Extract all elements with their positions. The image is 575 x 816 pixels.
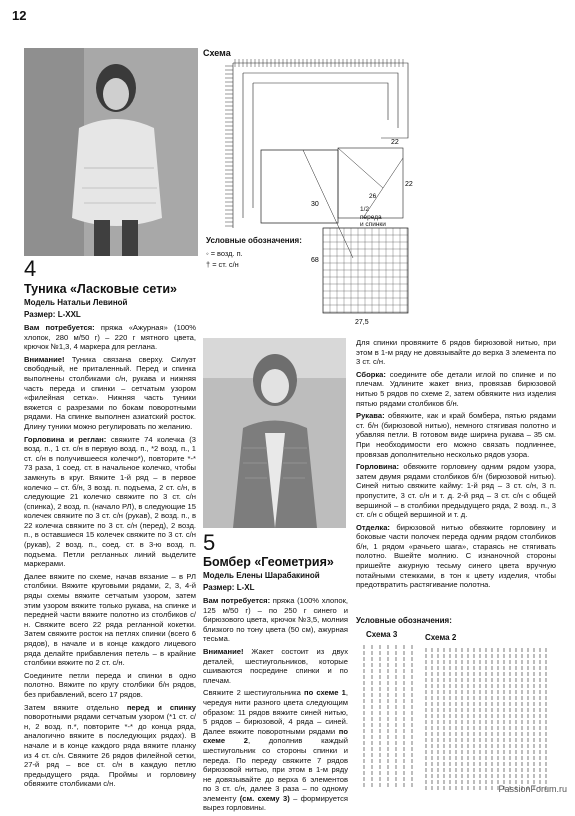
tunic-schema-diagram bbox=[203, 58, 413, 328]
article-2-right-column: Для спинки провяжите 6 рядов бирюзовой нитью, при этом в 1-м ряду не довязывайте до верха 3 элемента по 3 ст. с/н. Сборка: соедините обе детали иглой по спинке и по плечам. Удлините жакет вниз, провязав бирюзовой нитью 5 рядов по схеме 2, затем обвяжите низ изделия пятью рядами столбиков б/н. Рукава: обвяжите, как и край бомбера, пятью рядами ст. б/н (бирюзовой нитью), немного стягивая полотно и убавляя петли. В готовом виде ширина рукава – 35 см. При необходимости его можно связать подлиннее, провязав дополнительно несколько рядов узора. Горловина: обвяжите горловину одним рядом узора, затем двумя рядами столбиков б/н (бирюзовой нитью). Синей нитью свяжите кайму: 1-й ряд – 3 ст. с/н, 3 п. пропустите, 3 ст. с/н и т. д. 2-й ряд – 3 ст. с/н с общей вершиной – в столбики предыдущего ряда, 2 возд. п., 3 ст. с/н с общей вершиной и т. д. Отделка: бирюзовой нитью обвяжите горловину и боковые части полочек переда одним рядом столбиков б/н, 1 рядом «рачьего шага», стараясь не стягивать полотно. Вшейте молнию. С изнаночной стороны пришейте ажурную тесьму синего цвета вручную потайными стежками, в тон к цвету изделия, чтобы предотвратить растягивание полотна. bbox=[356, 338, 556, 590]
article-1-size: Размер: L-XXL bbox=[24, 310, 81, 319]
legend-1 bbox=[206, 236, 356, 269]
schema-label: Схема bbox=[203, 48, 231, 58]
tunic-photo bbox=[24, 48, 198, 256]
article-2-model: Модель Елены Шарабакиной bbox=[203, 571, 320, 580]
article-1-model: Модель Натальи Левиной bbox=[24, 298, 128, 307]
attention-lead: Внимание! bbox=[24, 354, 65, 364]
article-2-size: Размер: L-XL bbox=[203, 583, 255, 592]
scheme-3-diagram bbox=[360, 641, 420, 791]
scheme-3-label: Схема 3 bbox=[366, 630, 398, 639]
legend-1-title: Условные обозначения: bbox=[206, 236, 302, 245]
dim-30: 30 bbox=[311, 201, 319, 208]
dim-27-5: 27,5 bbox=[355, 319, 369, 326]
article-1-body: Вам потребуется: пряжа «Ажурная» (100% хлопок, 280 м/50 г) – 220 г мятного цвета, крючок №1,3, 4 маркера для реглана. Внимание! Туника связана сверху. Силуэт свободный, не приталенный. Перед и спинка выполнены столбиками с/н, рукава и нижняя часть переда и спинки – сетчатым узором «филейная сетка». Нижняя часть туники вяжется с разрезами по бокам поворотными рядами. На спинке выполнен азиатский росток. Длину туники можно регулировать по желанию. Горловина и реглан: свяжите 74 колечка (3 возд. п., 1 ст. с/н в первую возд. п., *2 возд. п., 1 ст. с/н в получившееся колечко*), повторите *-* 73 раза, 1 соед. ст. в начальное колечко, чтобы замкнуть в круг. Вяжите 1-й ряд – в первое колечко – ст. б/н, 3 возд. п. подъема, 2 ст. с/н, в следующие 21 колечко свяжите по 3 ст. с/н (спинка), 2 возд. п. (начало РЛ), в следующие 15 колечек свяжите по 3 ст. с/н (рукав), 2 возд. п., в 22 колечка свяжите по 3 ст. с/н (перед), 2 возд. п., в оставшиеся 15 колечек свяжите по 3 ст. с/н (рукав), 2 возд. п., соед. ст. в 3-ю возд. п. подъема. Петли регланных линий выделите маркерами. Далее вяжите по схеме, начав вязание – в РЛ столбики. Вяжите круговыми рядами, 2, 3, 4-й ряды схемы вяжите сетчатым узором, затем этим узором вяжите только рукава, на спинке и передней части вяжите полотно из столбиков с/н. Свяжите всего 22 ряда регланной кокетки. Затем свяжите росток на петлях спинки (всего 6 рядов), в начале и в конце каждого лицевого ряда делайте прибавления петель – в крайние столбики вяжите по 2 ст. с/н. Соедините петли переда и спинки в одно полотно. Вяжите по кругу столбики б/н рядов, без прибавлений, всего 17 рядов. Затем вяжите отдельно перед и спинку поворотными рядами сетчатым узором (*1 ст. с/н, 2 возд. п.*, повторите *-* до конца ряда, аналогично вяжите в последующих рядах). В начале и в конце каждого ряда вяжите планку из 4 ст. с/н. Свяжите 26 рядов филейной сетки, 27-й ряд – все ст. с/н в каждую петлю предыдущего ряда. Проймы и горловину обвяжите столбиками с/н. bbox=[24, 323, 197, 789]
materials-lead: Вам потребуется: bbox=[24, 323, 95, 332]
back-instructions: Для спинки провяжите 6 рядов бирюзовой нитью, при этом в 1-м ряду не довязывайте до верха 3 элемента по 3 ст. с/н. bbox=[356, 338, 556, 367]
scheme-2-label: Схема 2 bbox=[425, 633, 457, 642]
chain-symbol-icon: ◦ bbox=[206, 249, 209, 258]
dim-26: 26 bbox=[369, 193, 377, 200]
bomber-photo bbox=[203, 338, 346, 528]
article-1-para-5: Соедините петли переда и спинки в одно полотно. Вяжите по кругу столбики б/н рядов, без прибавлений, всего 17 рядов. bbox=[24, 670, 196, 699]
article-1-para-4: Далее вяжите по схеме, начав вязание – в РЛ столбики. Вяжите круговыми рядами, 2, 3, 4-й ряды схемы вяжите сетчатым узором, затем этим узором вяжите только рукава, на спинке и передней части вяжите полотно из столбиков с/н. Свяжите всего 22 ряда регланной кокетки. Затем свяжите росток на петлях спинки (всего 6 рядов), в начале и в конце каждого лицевого ряда делайте прибавления петель – в крайние столбики вяжите по 2 ст. с/н. bbox=[24, 571, 196, 668]
dim-68: 68 bbox=[311, 257, 319, 264]
legend-1-item-dc: † = ст. с/н bbox=[206, 260, 239, 269]
article-1-title: Туника «Ласковые сети» bbox=[24, 282, 177, 296]
dim-22-side: 22 bbox=[405, 181, 413, 188]
half-front-back-label: 1/2 переда и спинки bbox=[360, 206, 386, 228]
article-2-body: Вам потребуется: пряжа (100% хлопок, 125 м/50 г) – по 250 г синего и бирюзового цвета, крючок №3,5, молния близкого по тону цвета (50 см), ажурная тесьма. Внимание! Жакет состоит из двух деталей, шестиугольников, которые сшиваются посредине спинки и по плечам. Свяжите 2 шестиугольника по схеме 1, чередуя нити разного цвета следующим образом: 11 рядов вяжите синей нитью, 5 рядов – бирюзовой, 4 ряда – синей. Далее вяжите поворотными рядами по схеме 2, дополнив каждый шестиугольник со стороны спинки и переда. По переду свяжите 7 рядов бирюзовой нитью, при этом в 1-м ряду не довязывайте до верха 6 элементов по 3 ст. с/н, далее 3 раза – по одному элементу (см. схему 3) – формируется вырез горловины. bbox=[203, 596, 349, 813]
scheme-2-diagram bbox=[422, 644, 552, 794]
neckline-lead: Горловина и реглан: bbox=[24, 434, 107, 444]
dim-22-top: 22 bbox=[391, 139, 399, 146]
article-1-number: 4 bbox=[24, 256, 37, 281]
article-2-title: Бомбер «Геометрия» bbox=[203, 555, 334, 569]
double-crochet-symbol-icon: † bbox=[206, 260, 211, 269]
page-number: 12 bbox=[12, 8, 27, 23]
watermark: PassionForum.ru bbox=[498, 784, 567, 794]
legend-2-title: Условные обозначения: bbox=[356, 616, 452, 625]
legend-1-item-chain: ◦ = возд. п. bbox=[206, 249, 243, 258]
article-2-number: 5 bbox=[203, 530, 216, 555]
